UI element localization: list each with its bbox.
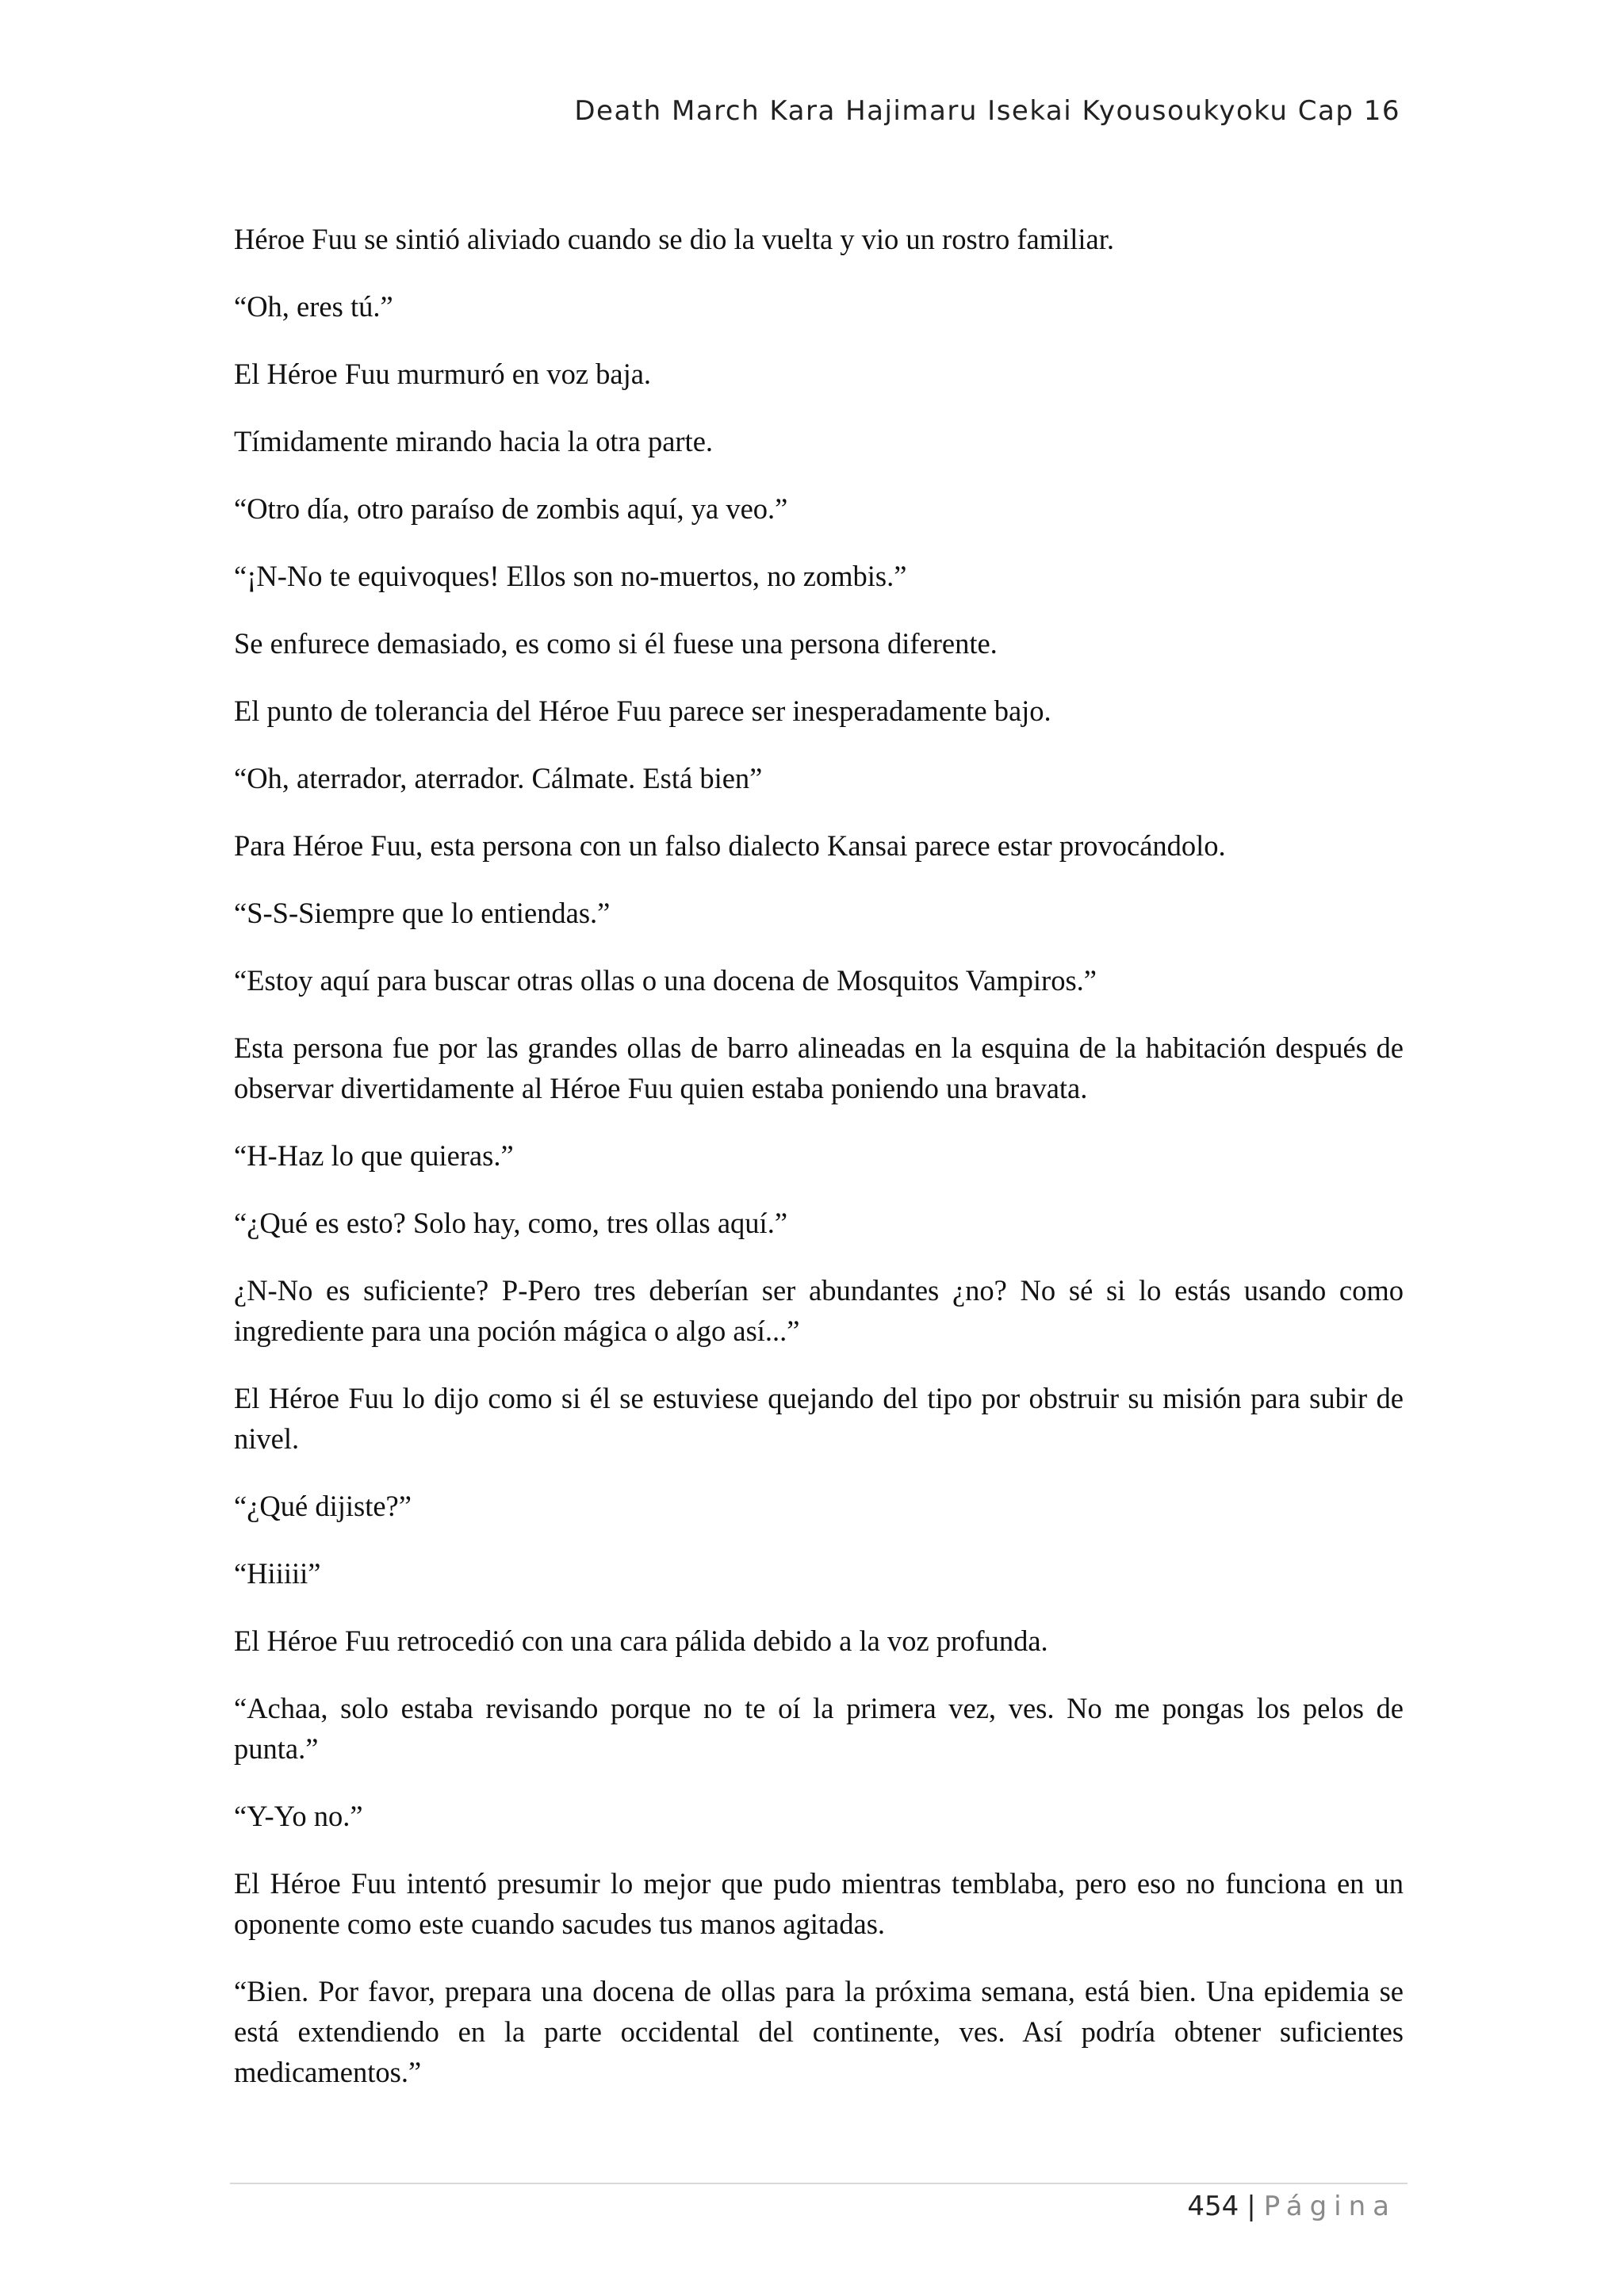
paragraph: Héroe Fuu se sintió aliviado cuando se dio la vuelta y vio un rostro familiar. [234, 223, 1114, 255]
paragraph: El Héroe Fuu lo dijo como si él se estuviese quejando del tipo por obstruir su misión para subir de nivel. [234, 1382, 1404, 1455]
paragraph: Para Héroe Fuu, esta persona con un falso dialecto Kansai parece estar provocándolo. [234, 829, 1226, 862]
paragraph: “Oh, aterrador, aterrador. Cálmate. Está bien” [234, 762, 763, 794]
paragraph: “Hiiiii” [234, 1557, 321, 1590]
running-title: Death March Kara Hajimaru Isekai Kyousoukyoku Cap 16 [574, 95, 1400, 127]
paragraph: “Achaa, solo estaba revisando porque no te oí la primera vez, ves. No me pongas los pelos de punta.” [234, 1692, 1404, 1765]
paragraph: El punto de tolerancia del Héroe Fuu parece ser inesperadamente bajo. [234, 695, 1051, 727]
page-header [574, 95, 1400, 127]
paragraph: El Héroe Fuu retrocedió con una cara pálida debido a la voz profunda. [234, 1624, 1048, 1657]
paragraph: “¿Qué dijiste?” [234, 1490, 412, 1522]
page-separator: | [1247, 2191, 1256, 2222]
paragraph: El Héroe Fuu murmuró en voz baja. [234, 358, 652, 390]
paragraph: “¡N-No te equivoques! Ellos son no-muertos, no zombis.” [234, 560, 907, 592]
page-number: 454 [1187, 2191, 1239, 2222]
paragraph: “Estoy aquí para buscar otras ollas o una docena de Mosquitos Vampiros.” [234, 964, 1097, 997]
paragraph: Esta persona fue por las grandes ollas de barro alineadas en la esquina de la habitación después de observar divertidamente al Héroe Fuu quien estaba poniendo una bravata. [234, 1031, 1404, 1104]
paragraph: ¿N-No es suficiente? P-Pero tres deberían ser abundantes ¿no? No sé si lo estás usando como ingrediente para una poción mágica o algo así...” [234, 1274, 1404, 1347]
body-text [234, 219, 1404, 2119]
paragraph: El Héroe Fuu intentó presumir lo mejor que pudo mientras temblaba, pero eso no funciona en un oponente como este cuando sacudes tus manos agitadas. [234, 1867, 1404, 1940]
paragraph: “Oh, eres tú.” [234, 290, 393, 323]
page-footer [1187, 2191, 1396, 2222]
paragraph: “Otro día, otro paraíso de zombis aquí, ya veo.” [234, 492, 788, 525]
paragraph: “S-S-Siempre que lo entiendas.” [234, 897, 611, 929]
paragraph: Se enfurece demasiado, es como si él fuese una persona diferente. [234, 627, 998, 660]
paragraph: “H-Haz lo que quieras.” [234, 1139, 514, 1172]
paragraph: “Y-Yo no.” [234, 1800, 363, 1832]
page-label: Página [1263, 2191, 1396, 2222]
paragraph: Tímidamente mirando hacia la otra parte. [234, 425, 714, 457]
paragraph: “Bien. Por favor, prepara una docena de ollas para la próxima semana, está bien. Una epidemia se está extendiendo en la parte occidental del continente, ves. Así podría obtener suficientes medicamentos.” [234, 1975, 1404, 2088]
footer-divider [230, 2183, 1408, 2184]
paragraph: “¿Qué es esto? Solo hay, como, tres ollas aquí.” [234, 1207, 788, 1239]
